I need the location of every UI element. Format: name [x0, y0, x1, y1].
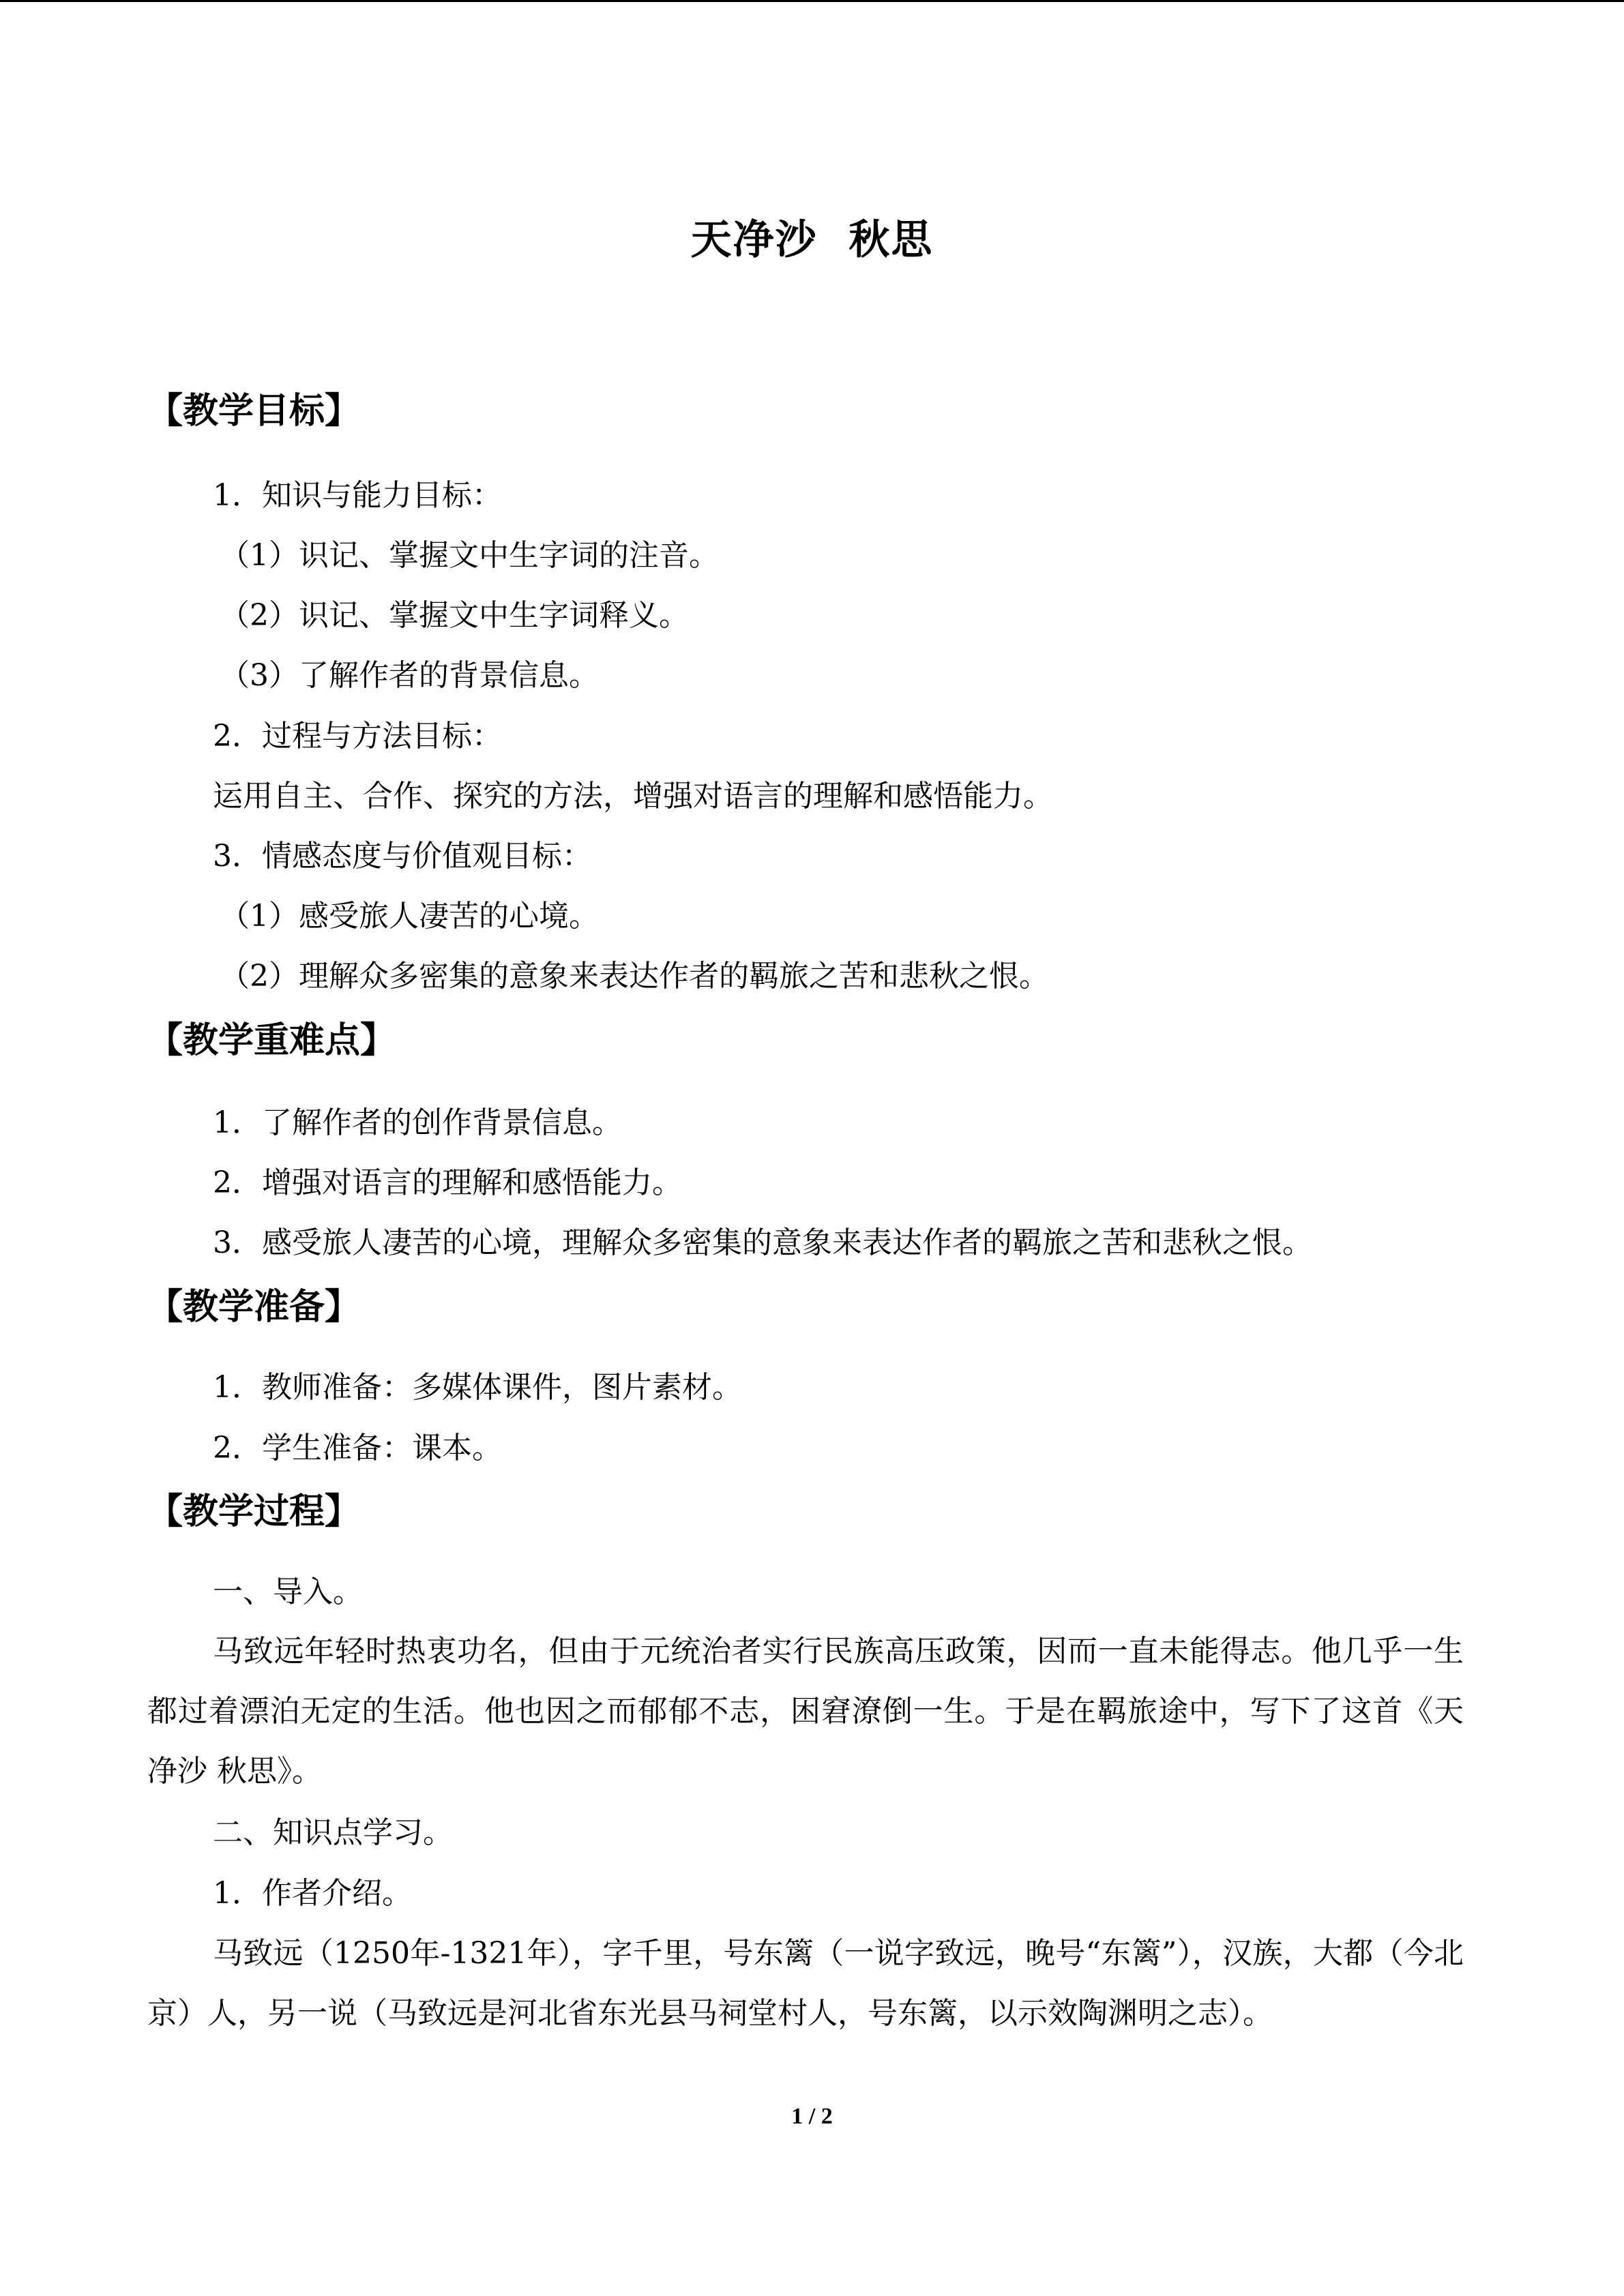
document-title: 天净沙 秋思	[690, 216, 934, 264]
goal-line-7: 3．情感态度与价值观目标：	[213, 839, 592, 874]
section-heading-goals: 【教学目标】	[147, 391, 361, 432]
section-heading-prep: 【教学准备】	[147, 1287, 361, 1328]
process-intro-paragraph: 马致远年轻时热衷功名，但由于元统治者实行民族高压政策，因而一直未能得志。他几乎一生都过着漂泊无定的生活。他也因之而郁郁不志，困窘潦倒一生。于是在羁旅途中，写下了这首《天净沙 秋思》。	[147, 1634, 1464, 1789]
prep-line-1: 1．教师准备：多媒体课件，图片素材。	[213, 1370, 742, 1405]
process-intro-label: 一、导入。	[213, 1575, 363, 1609]
goal-line-2: （1）识记、掌握文中生字词的注音。	[220, 538, 719, 573]
section-heading-process: 【教学过程】	[147, 1491, 361, 1532]
keypoint-line-3: 3．感受旅人凄苦的心境，理解众多密集的意象来表达作者的羁旅之苦和悲秋之恨。	[213, 1225, 1312, 1260]
goal-line-9: （2）理解众多密集的意象来表达作者的羁旅之苦和悲秋之恨。	[220, 959, 1049, 994]
process-part2-label: 二、知识点学习。	[213, 1815, 453, 1850]
author-intro-paragraph: 马致远（1250年-1321年），字千里，号东篱（一说字致远，晚号“东篱”），汉族，大都（今北京）人，另一说（马致远是河北省东光县马祠堂村人，号东篱，以示效陶渊明之志）。	[147, 1936, 1464, 2031]
goal-line-4: （3）了解作者的背景信息。	[220, 658, 599, 693]
keypoint-line-2: 2．增强对语言的理解和感悟能力。	[213, 1165, 682, 1200]
prep-line-2: 2．学生准备：课本。	[213, 1431, 502, 1465]
goal-line-6: 运用自主、合作、探究的方法，增强对语言的理解和感悟能力。	[213, 779, 1053, 814]
section-heading-keypoints: 【教学重难点】	[147, 1020, 396, 1061]
author-intro-label: 1．作者介绍。	[213, 1876, 412, 1911]
top-border-line	[0, 0, 1624, 2]
page-number: 1 / 2	[791, 2104, 833, 2129]
goal-line-1: 1．知识与能力目标：	[213, 478, 502, 513]
keypoint-line-1: 1．了解作者的创作背景信息。	[213, 1105, 622, 1140]
goal-line-5: 2．过程与方法目标：	[213, 719, 502, 754]
goal-line-8: （1）感受旅人凄苦的心境。	[220, 899, 599, 934]
goal-line-3: （2）识记、掌握文中生字词释义。	[220, 598, 689, 633]
